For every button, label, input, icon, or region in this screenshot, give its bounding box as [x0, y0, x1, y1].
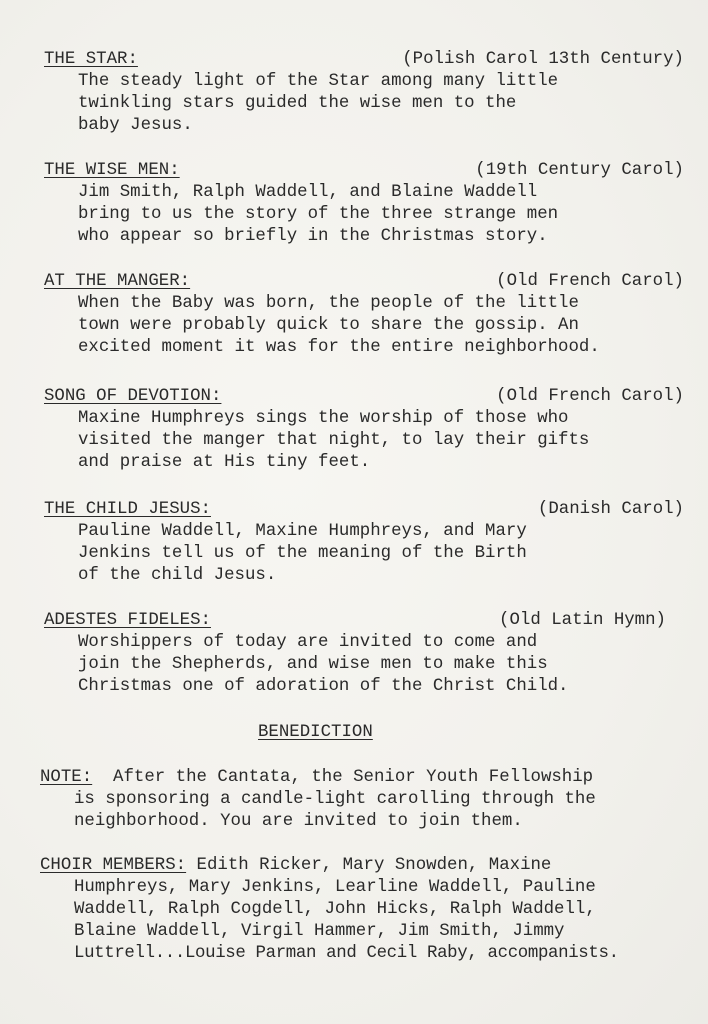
- section-text-line: join the Shepherds, and wise men to make this: [78, 655, 548, 674]
- section-text-line: visited the manger that night, to lay their gifts: [78, 431, 590, 450]
- note-first-text: After the Cantata, the Senior Youth Fellowship: [92, 768, 594, 787]
- section-title: THE CHILD JESUS:: [44, 500, 211, 519]
- section-title: THE WISE MEN:: [44, 161, 180, 180]
- section-title: AT THE MANGER:: [44, 272, 191, 291]
- section-title: ADESTES FIDELES:: [44, 611, 211, 630]
- section-adestes-fideles: [44, 610, 684, 698]
- section-heading: [44, 49, 684, 71]
- choir-text-line: Luttrell...Louise Parman and Cecil Raby, accompanists.: [74, 944, 619, 963]
- choir-text-line: Humphreys, Mary Jenkins, Learline Waddell, Pauline: [74, 878, 596, 897]
- section-heading: [44, 610, 684, 632]
- section-song-of-devotion: [44, 386, 684, 474]
- section-source: (Old Latin Hymn): [499, 611, 666, 630]
- note-first-line: [40, 767, 680, 789]
- section-title: THE STAR:: [44, 50, 138, 69]
- section-heading: [44, 271, 684, 293]
- section-text-line: of the child Jesus.: [78, 566, 277, 585]
- section-heading: [44, 386, 684, 408]
- note-text-line: neighborhood. You are invited to join them.: [74, 812, 523, 831]
- section-text-line: When the Baby was born, the people of the little: [78, 294, 579, 313]
- note-label: NOTE:: [40, 768, 93, 787]
- section-heading: [44, 499, 684, 521]
- section-at-the-manger: [44, 271, 684, 359]
- section-text-line: bring to us the story of the three strange men: [78, 205, 559, 224]
- section-text-line: and praise at His tiny feet.: [78, 453, 371, 472]
- benediction-heading: BENEDICTION: [258, 723, 373, 742]
- choir-first-line: [40, 855, 700, 877]
- choir-text-line: Waddell, Ralph Cogdell, John Hicks, Ralph Waddell,: [74, 900, 596, 919]
- section-text-line: excited moment it was for the entire neighborhood.: [78, 338, 600, 357]
- section-text-line: Worshippers of today are invited to come and: [78, 633, 538, 652]
- section-text-line: The steady light of the Star among many little: [78, 72, 559, 91]
- choir-block: [40, 855, 700, 965]
- section-source: (Danish Carol): [537, 500, 684, 519]
- note-block: [40, 767, 680, 833]
- section-text-line: who appear so briefly in the Christmas story.: [78, 227, 548, 246]
- section-source: (19th Century Carol): [475, 161, 684, 180]
- section-the-wise-men: [44, 160, 684, 248]
- section-text-line: twinkling stars guided the wise men to the: [78, 94, 517, 113]
- note-text-line: is sponsoring a candle-light carolling through the: [74, 790, 596, 809]
- section-text-line: Jim Smith, Ralph Waddell, and Blaine Waddell: [78, 183, 538, 202]
- section-title: SONG OF DEVOTION:: [44, 387, 222, 406]
- choir-first-text: Edith Ricker, Mary Snowden, Maxine: [186, 856, 552, 875]
- choir-label: CHOIR MEMBERS:: [40, 856, 187, 875]
- section-text-line: Maxine Humphreys sings the worship of those who: [78, 409, 569, 428]
- section-heading: [44, 160, 684, 182]
- section-text-line: baby Jesus.: [78, 116, 193, 135]
- section-text-line: Jenkins tell us of the meaning of the Birth: [78, 544, 527, 563]
- choir-text-line: Blaine Waddell, Virgil Hammer, Jim Smith, Jimmy: [74, 922, 565, 941]
- section-source: (Old French Carol): [496, 272, 684, 291]
- section-source: (Polish Carol 13th Century): [402, 50, 684, 69]
- section-text-line: Christmas one of adoration of the Christ Child.: [78, 677, 569, 696]
- section-text-line: Pauline Waddell, Maxine Humphreys, and Mary: [78, 522, 527, 541]
- section-text-line: town were probably quick to share the gossip. An: [78, 316, 579, 335]
- section-source: (Old French Carol): [496, 387, 684, 406]
- section-the-child-jesus: [44, 499, 684, 587]
- section-the-star: [44, 49, 684, 137]
